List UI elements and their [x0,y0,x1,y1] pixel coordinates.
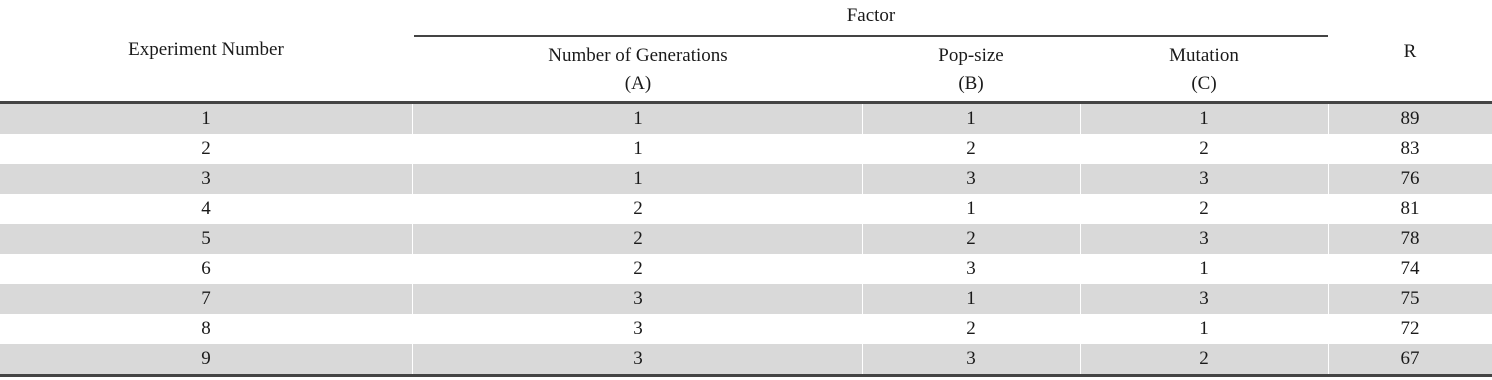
header-col-c-code: (C) [1191,73,1217,94]
table-row [0,134,1492,164]
table-row [0,104,1492,134]
header-factor: Factor [846,5,896,26]
cell-b: 1 [966,108,976,129]
table-row [0,284,1492,314]
header-col-c-name: Mutation [1169,45,1239,66]
cell-a: 1 [633,168,643,189]
cell-a: 1 [633,138,643,159]
header-col-a-code: (A) [624,73,652,94]
cell-r: 67 [1400,348,1420,369]
table-row [0,194,1492,224]
cell-r: 72 [1400,318,1420,339]
cell-a: 3 [633,318,643,339]
cell-r: 76 [1400,168,1420,189]
column-separator [412,284,413,314]
header-experiment-number: Experiment Number [128,39,284,60]
column-separator [412,194,413,224]
cell-c: 1 [1199,108,1209,129]
table-row [0,254,1492,284]
table-row [0,164,1492,194]
column-separator [412,224,413,254]
cell-exp: 9 [201,348,211,369]
cell-a: 1 [633,108,643,129]
cell-c: 2 [1199,348,1209,369]
cell-r: 83 [1400,138,1420,159]
cell-b: 3 [966,258,976,279]
cell-b: 1 [966,288,976,309]
cell-r: 78 [1400,228,1420,249]
cell-b: 2 [966,318,976,339]
header-col-b-name: Pop-size [938,45,1004,66]
cell-r: 81 [1400,198,1420,219]
cell-c: 3 [1199,228,1209,249]
table-bottom-rule [0,374,1492,377]
cell-b: 2 [966,228,976,249]
cell-c: 3 [1199,168,1209,189]
column-separator [412,164,413,194]
cell-b: 3 [966,348,976,369]
table-row [0,314,1492,344]
header-col-a-name: Number of Generations [548,45,728,66]
column-separator [412,314,413,344]
cell-c: 1 [1199,318,1209,339]
cell-c: 2 [1199,138,1209,159]
cell-exp: 1 [201,108,211,129]
cell-exp: 4 [201,198,211,219]
cell-exp: 2 [201,138,211,159]
cell-exp: 3 [201,168,211,189]
header-result: R [1403,41,1417,62]
cell-c: 3 [1199,288,1209,309]
factor-underline [414,35,1328,37]
cell-r: 89 [1400,108,1420,129]
cell-b: 2 [966,138,976,159]
cell-a: 2 [633,258,643,279]
cell-a: 3 [633,288,643,309]
cell-exp: 8 [201,318,211,339]
column-separator [412,104,413,134]
cell-b: 3 [966,168,976,189]
cell-exp: 5 [201,228,211,249]
cell-a: 2 [633,228,643,249]
cell-r: 75 [1400,288,1420,309]
column-separator [412,134,413,164]
cell-c: 1 [1199,258,1209,279]
cell-a: 2 [633,198,643,219]
table-row [0,344,1492,374]
cell-b: 1 [966,198,976,219]
table-row [0,224,1492,254]
column-separator [412,344,413,374]
cell-c: 2 [1199,198,1209,219]
column-separator [412,254,413,284]
cell-exp: 6 [201,258,211,279]
header-col-b-code: (B) [958,73,984,94]
cell-a: 3 [633,348,643,369]
cell-r: 74 [1400,258,1420,279]
cell-exp: 7 [201,288,211,309]
